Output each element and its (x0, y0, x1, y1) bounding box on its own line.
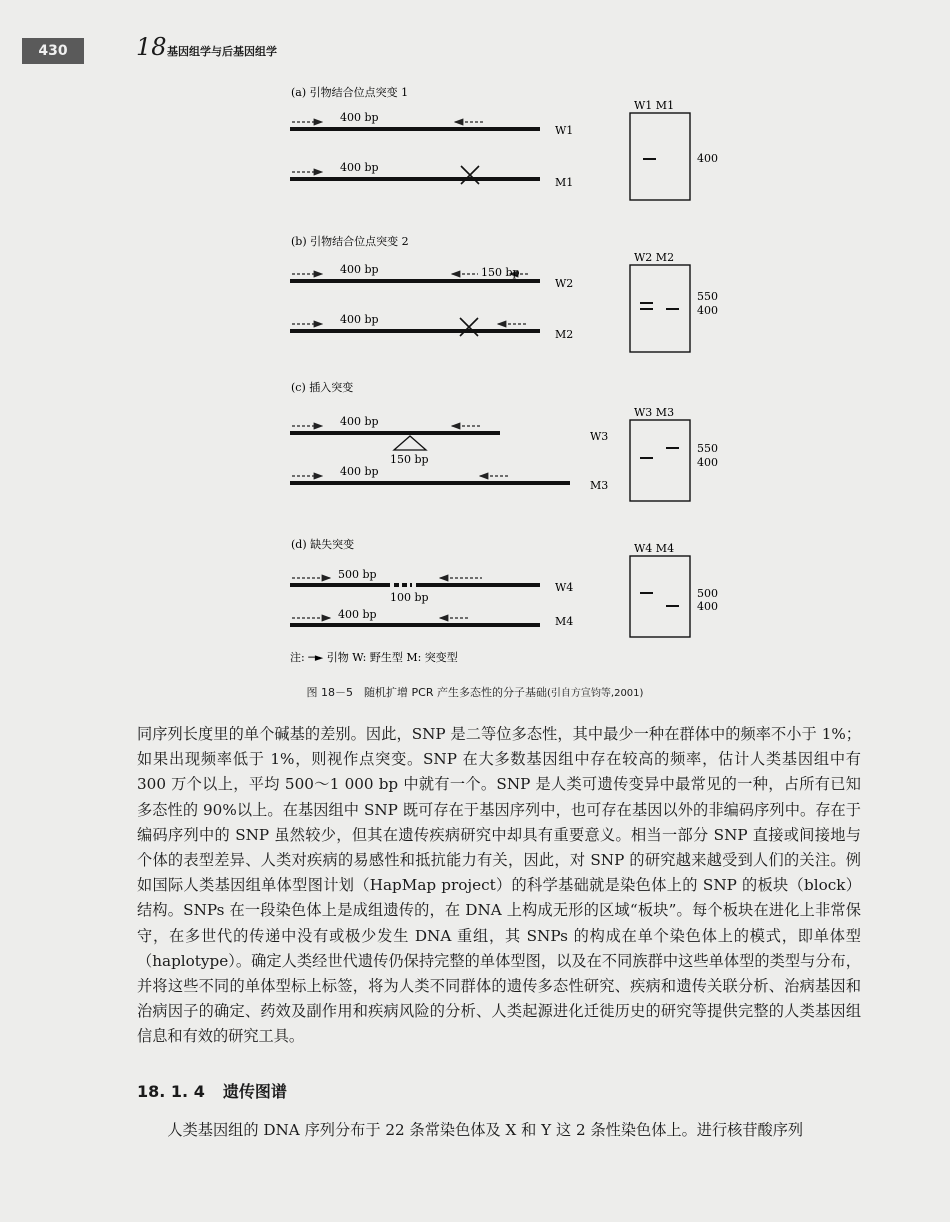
gel-header: W3 M3 (634, 406, 675, 419)
gel-size: 400 (697, 600, 718, 613)
bp-label: 500 bp (338, 568, 377, 581)
bp-label: 150 bp (481, 266, 520, 279)
figure-caption (0, 684, 950, 700)
gel-size: 400 (697, 456, 718, 469)
strand-label: W4 (555, 581, 574, 594)
section-title: 遗传图谱 (222, 1082, 287, 1101)
gel-size: 550 (697, 290, 718, 303)
gel-size: 500 (697, 587, 718, 600)
gel-box (630, 265, 690, 352)
gel-header: W1 M1 (634, 99, 675, 112)
chapter-number: 18 (136, 33, 167, 61)
body-paragraph (137, 722, 861, 1050)
gel-box (630, 556, 690, 637)
caption-source: (引自方宣钧等,2001) (547, 688, 644, 699)
bp-label: 400 bp (340, 111, 379, 124)
panel-c-title: (c) 插入突变 (291, 381, 354, 394)
insertion-triangle-icon (394, 436, 426, 450)
gel-size: 550 (697, 442, 718, 455)
strand-label: M1 (555, 176, 574, 189)
gel-header: W2 M2 (634, 251, 675, 264)
mutation-cross-icon (460, 318, 478, 336)
bp-label: 400 bp (340, 415, 379, 428)
strand-label: W1 (555, 124, 574, 137)
strand-label: M4 (555, 615, 574, 628)
bp-label: 150 bp (390, 453, 429, 466)
last-paragraph: 人类基因组的 DNA 序列分布于 22 条常染色体及 X 和 Y 这 2 条性染色体上。进行核苷酸序列 (167, 1121, 804, 1139)
panel-d-title: (d) 缺失突变 (291, 538, 355, 551)
chapter-title: 基因组学与后基因组学 (167, 45, 277, 58)
figure-legend: 注: ─► 引物 W: 野生型 M: 突变型 (290, 651, 458, 664)
body-text: 同序列长度里的单个碱基的差别。因此，SNP 是二等位多态性，其中最少一种在群体中的频率不小于 1%；如果出现频率低于 1%，则视作点突变。SNP 在大多数基因组中存在较高的频率，估计人类基因组中有 300 万个以上，平均 500～1 000 bp 中就有一个。SNP 是人类可遗传变异中最常见的一种，占所有已知多态性的 90%以上。在基因组中 SNP 既可存在于基因序列中，也可存在基因以外的非编码序列中。存在于编码序列中的 SNP 虽然较少，但其在遗传疾病研究中却具有重要意义。相当一部分 SNP 直接或间接地与个体的表型差异、人类对疾病的易感性和抵抗能力有关，因此，对 SNP 的研究越来越受到人们的关注。例如国际人类基因组单体型图计划（HapMap project）的科学基础就是染色体上的 SNP 的板块（block）结构。SNPs 在一段染色体上是成组遗传的，在 DNA 上构成无形的区域“板块”。每个板块在进化上非常保守，在多世代的传递中没有或极少发生 DNA 重组，其 SNPs 的构成在单个染色体上的模式，即单体型（haplotype）。确定人类经世代遗传仍保持完整的单体型图，以及在不同族群中这些单体型的类型与分布，并将这些不同的单体型标上标签，将为人类不同群体的遗传多态性研究、疾病和遗传关联分析、治病基因和治病因子的确定、药效及副作用和疾病风险的分析、人类起源进化迁徙历史的研究等提供完整的人类基因组信息和有效的研究工具。 (137, 725, 861, 1046)
page-number: 430 (22, 38, 84, 64)
bp-label: 400 bp (340, 313, 379, 326)
gel-size: 400 (697, 152, 718, 165)
mutation-cross-icon (461, 166, 479, 184)
section-number: 18. 1. 4 (137, 1082, 205, 1101)
bp-label: 400 bp (338, 608, 377, 621)
strand-label: W2 (555, 277, 574, 290)
panel-a-title: (a) 引物结合位点突变 1 (291, 86, 409, 99)
gel-size: 400 (697, 304, 718, 317)
caption-text: 图 18－5 随机扩增 PCR 产生多态性的分子基础 (306, 686, 547, 699)
panel-b-title: (b) 引物结合位点突变 2 (291, 235, 409, 248)
bp-label: 400 bp (340, 465, 379, 478)
strand-label: W3 (590, 430, 609, 443)
gel-box (630, 420, 690, 501)
strand-label: M3 (590, 479, 609, 492)
section-heading (137, 1079, 305, 1102)
gel-header: W4 M4 (634, 542, 675, 555)
gel-box (630, 113, 690, 200)
bp-label: 400 bp (340, 161, 379, 174)
bp-label: 400 bp (340, 263, 379, 276)
bp-label: 100 bp (390, 591, 429, 604)
strand-label: M2 (555, 328, 574, 341)
